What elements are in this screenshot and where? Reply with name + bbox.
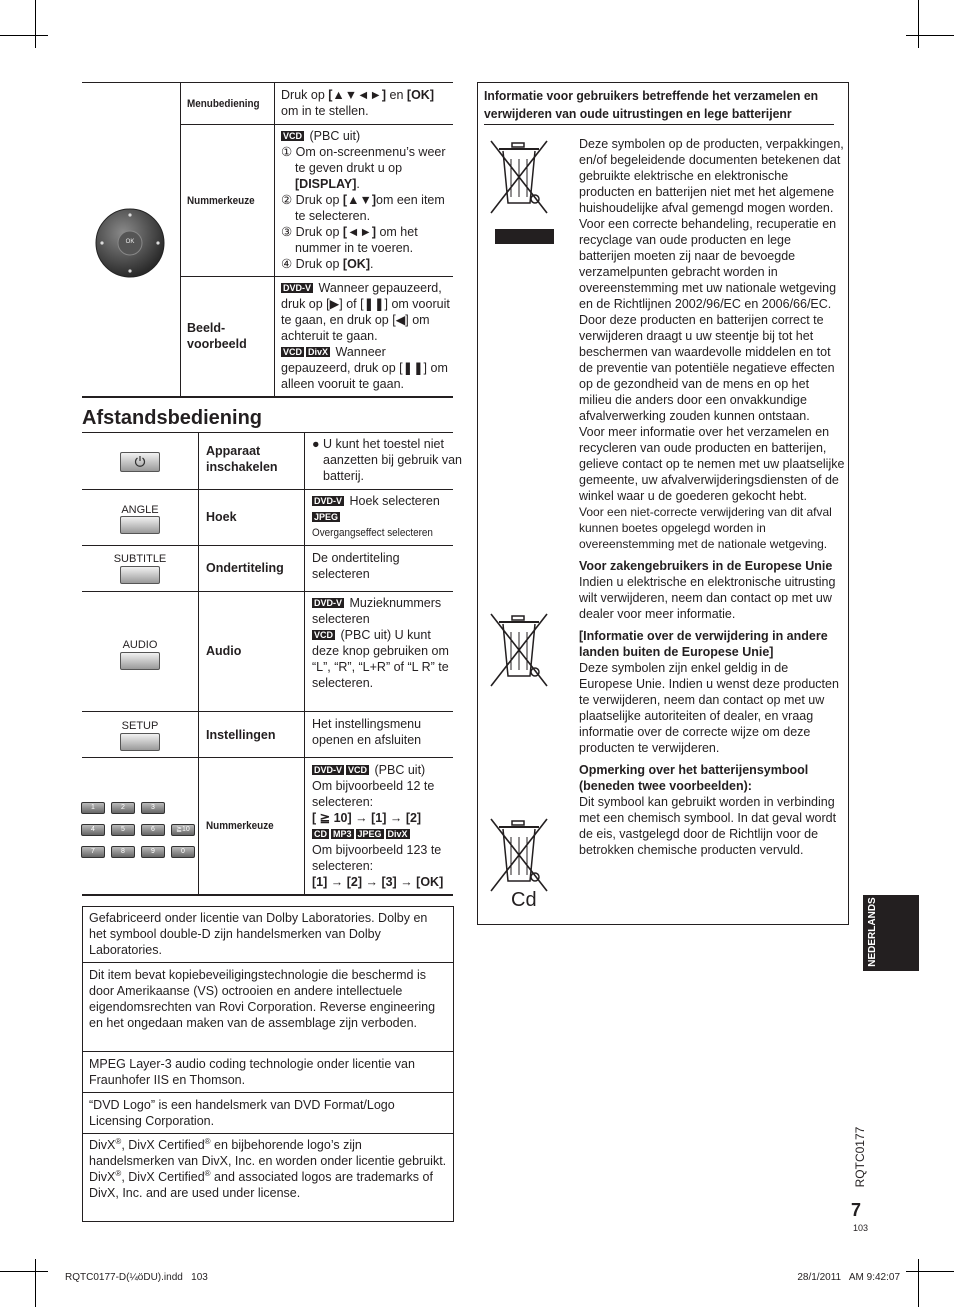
row-label-angle: Hoek	[206, 510, 237, 524]
menubediening-desc: Druk op [▲▼◄►] en [OK] om in te stellen.	[281, 88, 434, 118]
menubediening-label: Menubediening	[187, 98, 260, 110]
beeldvoorbeeld-label: Beeld-voorbeeld	[187, 321, 247, 351]
num-key-10plus[interactable]: ≧10	[171, 824, 195, 836]
num-key-7[interactable]: 7	[81, 846, 105, 858]
row-label-power: Apparaat inschakelen	[206, 444, 278, 474]
beeldvoorbeeld-desc: DVD-V Wanneer gepauzeerd, druk op [▶] of [❚❚] om vooruit te gaan, en druk op [◀] om achteruit te gaan. VCD DivX Wanneer gepauzeerd, druk op [❚❚] om alleen vooruit te gaan.	[281, 281, 450, 391]
page-sub-number: 103	[853, 1223, 869, 1233]
num-key-9[interactable]: 9	[141, 846, 165, 858]
nummerkeuze-top-desc: VCD (PBC uit) ① Om on-screenmenu’s weer te geven drukt u op [DISPLAY]. ② Druk op [▲▼]om een item te selecteren. ③ Druk op [◄►] om het nummer in te voeren. ④ Druk op [OK].	[281, 129, 446, 271]
row-desc-setup: Het instellingsmenu openen en afsluiten	[312, 717, 422, 747]
section-title: Afstandsbediening	[82, 407, 263, 429]
row-label-subtitle: Ondertiteling	[206, 561, 284, 575]
license-dvd-logo: “DVD Logo” is een handelsmerk van DVD Format/Logo Licensing Corporation.	[82, 1092, 454, 1134]
row-desc-number: DVD-V VCD (PBC uit) Om bijvoorbeeld 12 te selecteren: [ ≧ 10] → [1] → [2] CD MP3 JPEG DivX Om bijvoorbeeld 123 te selecteren: [1] → [2] → [3] → [OK]	[312, 763, 444, 889]
bin-crossed-icon-2	[487, 610, 557, 694]
info-title: Informatie voor gebruikers betreffende het verzamelen en verwijderen van oude uitrustingen en lege batterijenr	[484, 88, 819, 121]
ok-key-label: OK	[125, 239, 135, 245]
info-text: Deze symbolen op de producten, verpakkingen, en/of begeleidende documenten betekenen dat gebruikte elektrische en elektronische producten en batterijen niet met het algemene huishoudelijke afval gemengd mogen worden. Voor een correcte behandeling, recuperatie en recyclage van oude producten en lege batterijen moeten zij naar de bevoegde verzamelpunten gebracht worden in overeenstemming met uw nationale wetgeving en de Richtlijnen 2002/96/EC en 2006/66/EC. Door deze producten en batterijen correct te verwijderen draagt u uw steentje bij tot het beschermen van waardevolle middelen en tot de preventie van potentiële negatieve effecten op de gezondheid van de mens en op het milieu die anders door een onvakkundige afvalverwerking zouden kunnen ontstaan. Voor meer informatie over het verzamelen en recycleren van oude producten en batterijen, gelieve contact op te nemen met uw plaatselijke gemeente, uw afvalverwijderingsdiensten of de winkel waar u de goederen gekocht hebt. Voor een niet-correcte verwijdering van dit afval kunnen boetes opgelegd worden in overeenstemming met de nationale wetgeving. Voor zakengebruikers in de Europese Unie Indien u elektrische en elektronische uitrusting wilt verwijderen, neem dan contact op met uw dealer voor meer informatie. [Informatie over de verwijdering in andere landen buiten de Europese Unie] Deze symbolen zijn enkel geldig in de Europese Unie. Indien u wenst deze producten te verwijderen, neem dan contact op met uw plaatselijke autoriteiten of dealer, en vraag informatie over de correcte wijze om deze producten te verwijderen. Opmerking over het batterijensymbool (beneden twee voorbeelden): Dit symbool kan gebruikt worden in verbinding met een chemisch symbool. In dat geval wordt de eis, vastgelegd door de Richtlijn voor de betrokken chemische producten vervuld.	[579, 137, 845, 857]
black-bar-icon	[495, 229, 554, 244]
license-dolby: Gefabriceerd onder licentie van Dolby Laboratories. Dolby en het symbool double-D zijn handelsmerken van Dolby Laboratories.	[82, 906, 454, 963]
setup-button[interactable]	[120, 733, 160, 751]
num-key-2[interactable]: 2	[111, 802, 135, 814]
row-label-setup: Instellingen	[206, 728, 276, 742]
row-desc-power: ● U kunt het toestel niet aanzetten bij gebruik van batterij.	[312, 437, 462, 483]
row-desc-angle: DVD-V Hoek selecteren JPEG Overgangseffect selecteren	[312, 494, 440, 539]
setup-button-label: SETUP	[121, 720, 159, 732]
num-key-1[interactable]: 1	[81, 802, 105, 814]
power-icon	[133, 454, 147, 472]
angle-button[interactable]	[120, 516, 160, 534]
num-key-6[interactable]: 6	[141, 824, 165, 836]
nav-pad-icon	[95, 208, 165, 278]
cd-chemical-symbol: Cd	[511, 889, 537, 911]
num-key-3[interactable]: 3	[141, 802, 165, 814]
row-desc-subtitle: De ondertiteling selecteren	[312, 551, 400, 581]
license-mpeg: MPEG Layer-3 audio coding technologie onder licentie van Fraunhofer IIS en Thomson.	[82, 1051, 454, 1093]
num-key-4[interactable]: 4	[81, 824, 105, 836]
row-label-number: Nummerkeuze	[206, 820, 274, 832]
audio-button-label: AUDIO	[122, 639, 158, 651]
footer-date: 28/1/2011 AM 9:42:07	[797, 1272, 900, 1283]
bin-crossed-icon-3	[487, 815, 557, 899]
license-rovi: Dit item bevat kopiebeveiligingstechnologie die beschermd is door Amerikaanse (VS) octrooien en andere intellectuele eigendomsrechten van Rovi Corporation. Reverse engineering en het ongedaan maken van de assemblage zijn verboden.	[82, 962, 454, 1052]
num-key-0[interactable]: 0	[171, 846, 195, 858]
angle-button-label: ANGLE	[121, 504, 159, 516]
bin-crossed-icon-1	[487, 137, 557, 221]
subtitle-button[interactable]	[120, 566, 160, 584]
page-code: RQTC0177	[853, 1126, 867, 1188]
row-label-audio: Audio	[206, 644, 242, 658]
page-number: 7	[851, 1200, 862, 1220]
vcd-badge: VCD	[283, 131, 303, 141]
subtitle-button-label: SUBTITLE	[113, 553, 167, 565]
audio-button[interactable]	[120, 652, 160, 670]
license-divx: DivX®, DivX Certified® en bijbehorende logo’s zijn handelsmerken van DivX, Inc. en worden onder licentie gebruikt. DivX®, DivX Certified® and associated logos are trademarks of DivX, Inc. and are used under license.	[82, 1133, 454, 1222]
language-tab-label: NEDERLANDS	[867, 897, 878, 967]
row-desc-audio: DVD-V Muzieknummers selecteren VCD (PBC uit) U kunt deze knop gebruiken om “L”, “R”, “L+R” of “L R” te selecteren.	[312, 596, 449, 690]
num-key-8[interactable]: 8	[111, 846, 135, 858]
footer-file: RQTC0177-D(¼öDU).indd 103	[65, 1272, 208, 1283]
num-key-5[interactable]: 5	[111, 824, 135, 836]
nummerkeuze-top-label: Nummerkeuze	[187, 195, 255, 207]
